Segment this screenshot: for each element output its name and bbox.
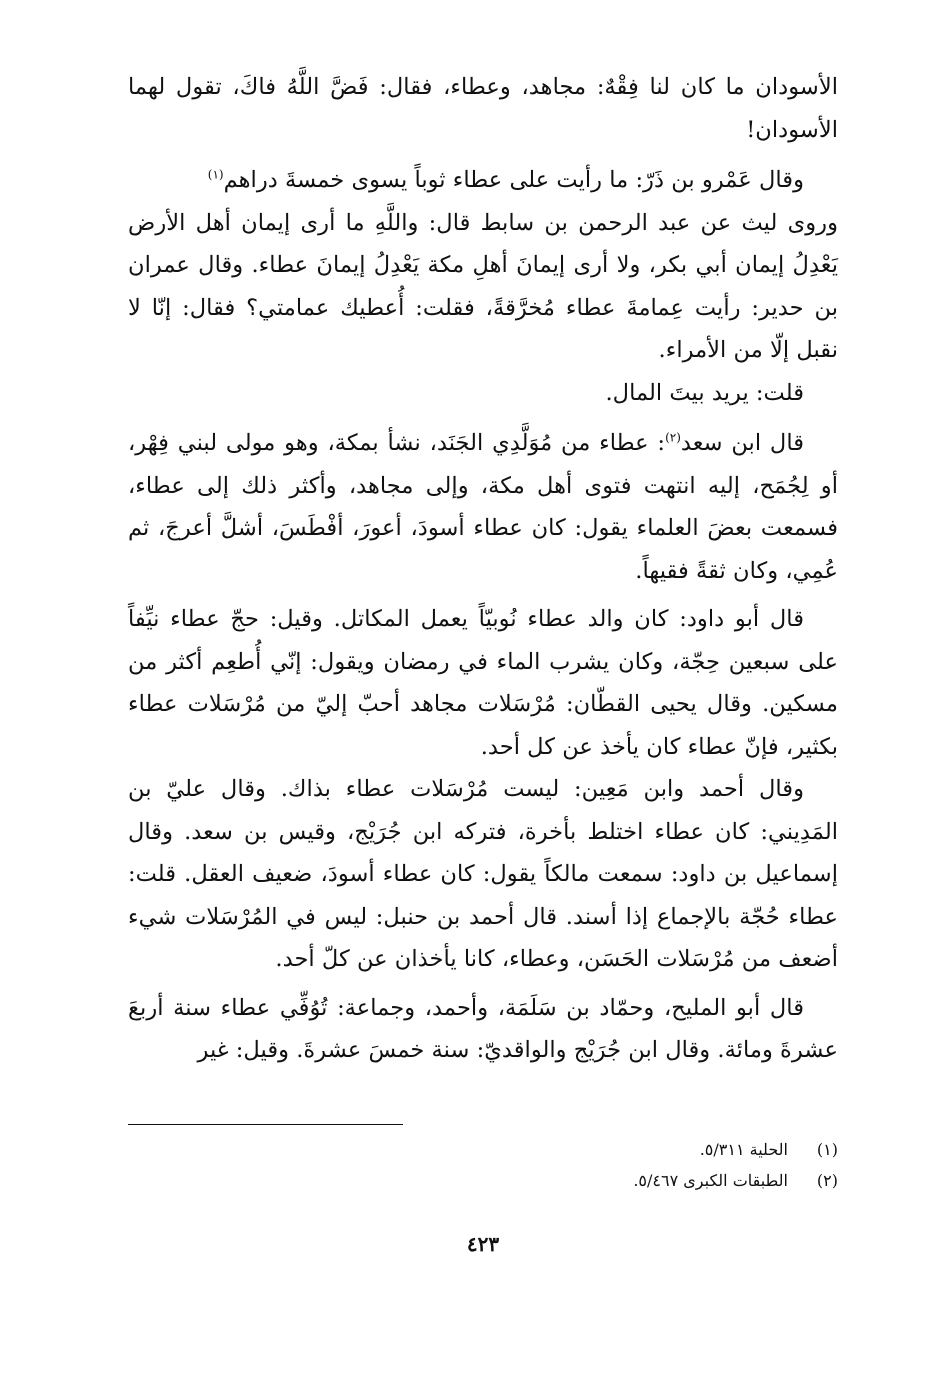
footnote-marker-1: (١) xyxy=(207,167,224,182)
paragraph-4: قلت: يريد بيتَ المال. xyxy=(605,379,804,406)
footnote-2 xyxy=(128,1165,838,1196)
footnotes xyxy=(128,1134,838,1196)
paragraph-7: وقال أحمد وابن مَعِين: ليست مُرْسَلات عطاء بذاك. وقال عليّ بن المَدِيني: كان عطاء اختلط بأخرة، فتركه ابن جُرَيْج، وقيس بن سعد. وقال إسماعيل بن داود: سمعت مالكاً يقول: كان عطاء أسودَ، ضعيف العقل. قلت: عطاء حُجّة بالإجماع إذا أسند. قال أحمد بن حنبل: ليس في المُرْسَلات شيء أضعف من مُرْسَلات الحَسَن، وعطاء، كانا يأخذان عن كلّ أحد. xyxy=(128,776,838,972)
paragraph-1: الأسودان ما كان لنا فِقْهٌ: مجاهد، وعطاء، فقال: فَضَّ اللَّهُ فاكَ، تقول لهما الأسودان! xyxy=(128,74,838,143)
paragraph-6: قال أبو داود: كان والد عطاء نُوبيّاً يعمل المكاتل. وقيل: حجّ عطاء نيِّفاً على سبعين حِجّة، وكان يشرب الماء في رمضان ويقول: إنّي أُطعِم أكثر من مسكين. وقال يحيى القطّان: مُرْسَلات مجاهد أحبّ إليّ من مُرْسَلات عطاء بكثير، فإنّ عطاء كان يأخذ عن كل أحد. xyxy=(128,606,838,760)
footnote-1-text: الحلية ٥/٣١١. xyxy=(699,1140,788,1159)
footnote-divider xyxy=(128,1124,403,1125)
paragraph-5-text: : عطاء من مُوَلَّدِي الجَنَد، نشأ بمكة، وهو مولى لبني فِهْر، أو لِجُمَح، إليه انتهت فتوى أهل مكة، وإلى مجاهد، وأكثر ذلك إلى عطاء، فسمعت بعضَ العلماء يقول: كان عطاء أسودَ، أعورَ، أفْطَسَ، أشلَّ أعرجَ، ثم عُمِي، وكان ثقةً فقيهاً. xyxy=(128,430,838,584)
paragraph-5 xyxy=(128,422,838,592)
book-page xyxy=(128,66,838,1316)
page-body xyxy=(128,66,838,1072)
footnote-marker-2: (٢) xyxy=(665,430,681,445)
footnote-2-text: الطبقات الكبرى ٥/٤٦٧. xyxy=(633,1171,788,1190)
footnote-2-number: (٢) xyxy=(816,1171,838,1190)
paragraph-8: قال أبو المليح، وحمّاد بن سَلَمَة، وأحمد، وجماعة: تُوُفِّي عطاء سنة أربعَ عشرةَ ومائة. وقال ابن جُرَيْج والواقديّ: سنة خمسَ عشرةَ. وقيل: غير xyxy=(128,994,838,1063)
footnote-1 xyxy=(128,1134,838,1165)
paragraph-2-text: وقال عَمْرو بن ذَرّ: ما رأيت على عطاء ثوباً يسوى خمسةَ دراهم xyxy=(223,167,804,193)
page-number: ٤٢٣ xyxy=(466,1232,500,1256)
footnote-1-number: (١) xyxy=(816,1140,838,1159)
paragraph-3: وروى ليث عن عبد الرحمن بن سابط قال: واللَّهِ ما أرى إيمان أهل الأرض يَعْدِلُ إيمان أبي بكر، ولا أرى إيمانَ أهلِ مكة يَعْدِلُ إيمانَ عطاء. وقال عمران بن حدير: رأيت عِمامةَ عطاء مُخرَّقةً، فقلت: أُعطيك عمامتي؟ فقال: إنّا لا نقبل إلّا من الأمراء. xyxy=(128,209,838,363)
paragraph-5-lead: قال ابن سعد xyxy=(680,430,805,456)
paragraph-2 xyxy=(128,159,838,202)
